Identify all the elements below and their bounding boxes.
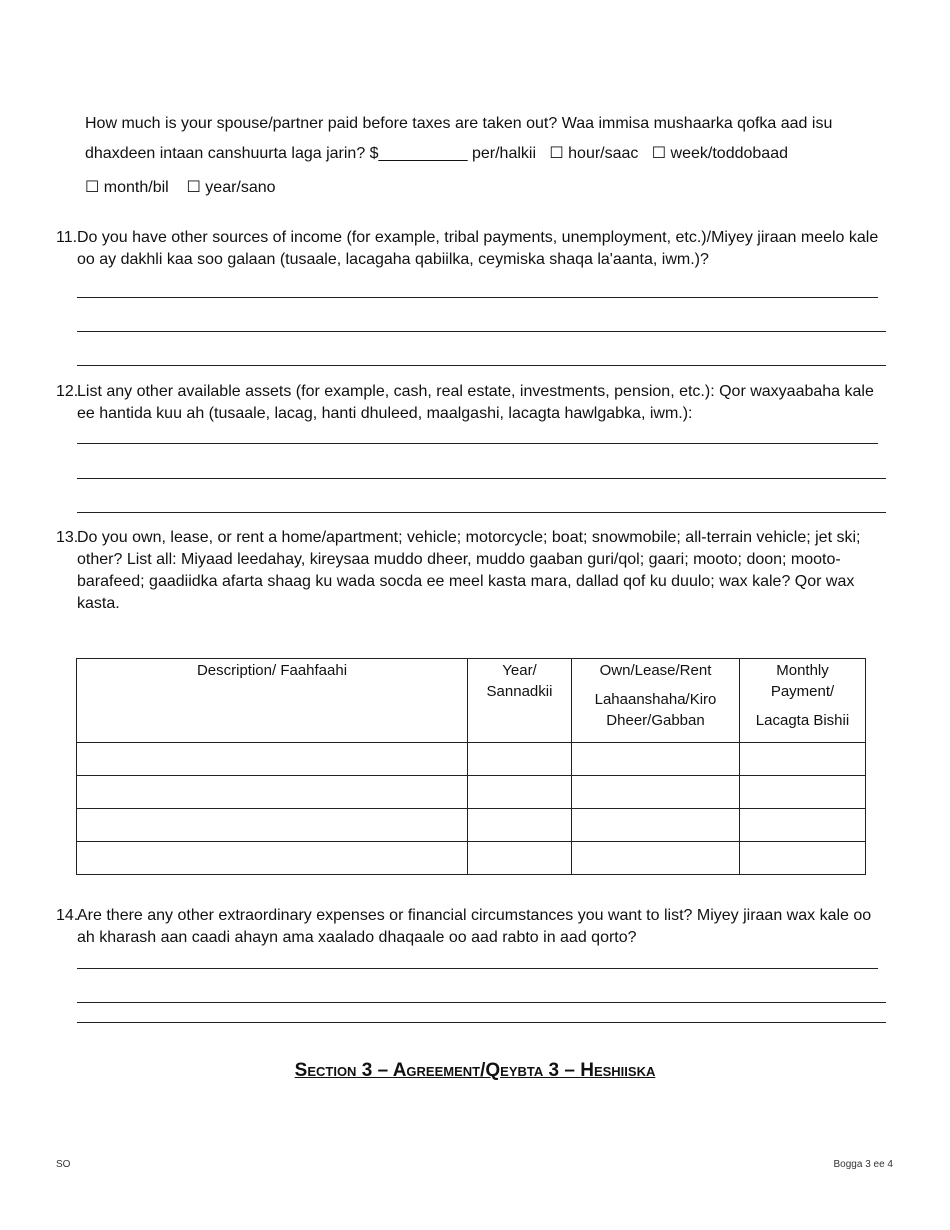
footer-language-code: SO bbox=[56, 1159, 71, 1170]
question-text: Do you have other sources of income (for example, tribal payments, unemployment, etc.)/Miyey jiraan meelo kale oo ay dakhli kaa soo galaan (tusaale, lacagaha qabiilka, ceymiska shaqa la'aanta, iwm.)? bbox=[77, 229, 879, 268]
q12-answer-line-1[interactable] bbox=[77, 443, 878, 444]
table-cell[interactable] bbox=[77, 743, 468, 776]
table-cell[interactable] bbox=[77, 842, 468, 875]
section-title: Section 3 – Agreement/Qeybta 3 – Heshiiska bbox=[294, 1060, 656, 1081]
question-12 bbox=[56, 381, 896, 427]
q11-answer-line-1[interactable] bbox=[77, 297, 878, 298]
checkbox-hour[interactable]: ☐ hour/saac bbox=[549, 145, 639, 162]
table-cell[interactable] bbox=[468, 809, 572, 842]
col-own-lease-rent-so: Lahaanshaha/Kiro Dheer/Gabban bbox=[594, 691, 717, 729]
checkbox-month[interactable]: ☐ month/bil bbox=[85, 179, 169, 196]
q10-line3 bbox=[85, 177, 276, 199]
table-cell[interactable] bbox=[572, 743, 740, 776]
table-cell[interactable] bbox=[77, 776, 468, 809]
question-number: 11. bbox=[56, 229, 78, 246]
table-row bbox=[77, 743, 866, 776]
table-cell[interactable] bbox=[468, 842, 572, 875]
q11-answer-line-2[interactable] bbox=[77, 331, 886, 332]
checkbox-year[interactable]: ☐ year/sano bbox=[186, 179, 276, 196]
q12-answer-line-2[interactable] bbox=[77, 478, 886, 479]
footer-page-number: Bogga 3 ee 4 bbox=[833, 1159, 893, 1170]
col-description: Description/ Faahfaahi bbox=[77, 659, 468, 743]
question-text: Are there any other extraordinary expenses or financial circumstances you want to list? Miyey jiraan wax kale oo ah kharash aan caadi ahayn ama xaalado dhaqaale oo aad rabto in aad qorto? bbox=[77, 907, 872, 946]
q14-answer-line-1[interactable] bbox=[77, 968, 878, 969]
table-cell[interactable] bbox=[468, 743, 572, 776]
q10-line2 bbox=[85, 143, 788, 165]
q14-answer-line-3[interactable] bbox=[77, 1022, 886, 1023]
table-cell[interactable] bbox=[740, 809, 866, 842]
question-number: 13. bbox=[56, 529, 79, 546]
table-cell[interactable] bbox=[572, 842, 740, 875]
col-year: Year/ Sannadkii bbox=[468, 659, 572, 743]
question-text: List any other available assets (for example, cash, real estate, investments, pension, etc.): Qor waxyaabaha kale ee hantida kuu ah (tusaale, lacag, hanti dhuleed, maalgashi, lacagta hawlgabka, iwm.): bbox=[77, 383, 874, 422]
q12-answer-line-3[interactable] bbox=[77, 512, 886, 513]
col-monthly-payment bbox=[740, 659, 866, 743]
checkbox-week[interactable]: ☐ week/toddobaad bbox=[651, 145, 788, 162]
col-monthly-payment-so: Lacagta Bishii bbox=[755, 712, 850, 729]
question-number: 14. bbox=[56, 907, 79, 924]
q10-line1: How much is your spouse/partner paid before taxes are taken out? Waa immisa mushaarka qofka aad isu bbox=[85, 115, 833, 132]
table-cell[interactable] bbox=[572, 776, 740, 809]
table-row bbox=[77, 809, 866, 842]
col-own-lease-rent-en: Own/Lease/Rent bbox=[599, 662, 712, 679]
question-number: 12. bbox=[56, 383, 79, 400]
table-cell[interactable] bbox=[572, 809, 740, 842]
table-cell[interactable] bbox=[468, 776, 572, 809]
q14-answer-line-2[interactable] bbox=[77, 1002, 886, 1003]
q10-amount-field[interactable]: dhaxdeen intaan canshuurta laga jarin? $__________ per/halkii bbox=[85, 145, 537, 162]
question-13 bbox=[56, 527, 896, 617]
table-cell[interactable] bbox=[740, 842, 866, 875]
q11-answer-line-3[interactable] bbox=[77, 365, 886, 366]
question-text: Do you own, lease, or rent a home/apartment; vehicle; motorcycle; boat; snowmobile; all-terrain vehicle; jet ski; other? List all: Miyaad leedahay, kireysaa muddo dheer, muddo gaaban guri/qol; gaari; mooto; doon; mooto-barafeed; gaadiidka afarta shaag ku wada socda ee meel kasta mara, dallad qof ku duulo; wax kale? Qor wax kasta. bbox=[77, 529, 861, 612]
question-11 bbox=[56, 227, 896, 273]
table-cell[interactable] bbox=[740, 776, 866, 809]
table-row bbox=[77, 776, 866, 809]
col-own-lease-rent bbox=[572, 659, 740, 743]
table-cell[interactable] bbox=[740, 743, 866, 776]
table-cell[interactable] bbox=[77, 809, 468, 842]
assets-table bbox=[76, 658, 866, 875]
question-14 bbox=[56, 905, 896, 951]
col-monthly-payment-en: Monthly Payment/ bbox=[770, 662, 835, 700]
table-row bbox=[77, 842, 866, 875]
